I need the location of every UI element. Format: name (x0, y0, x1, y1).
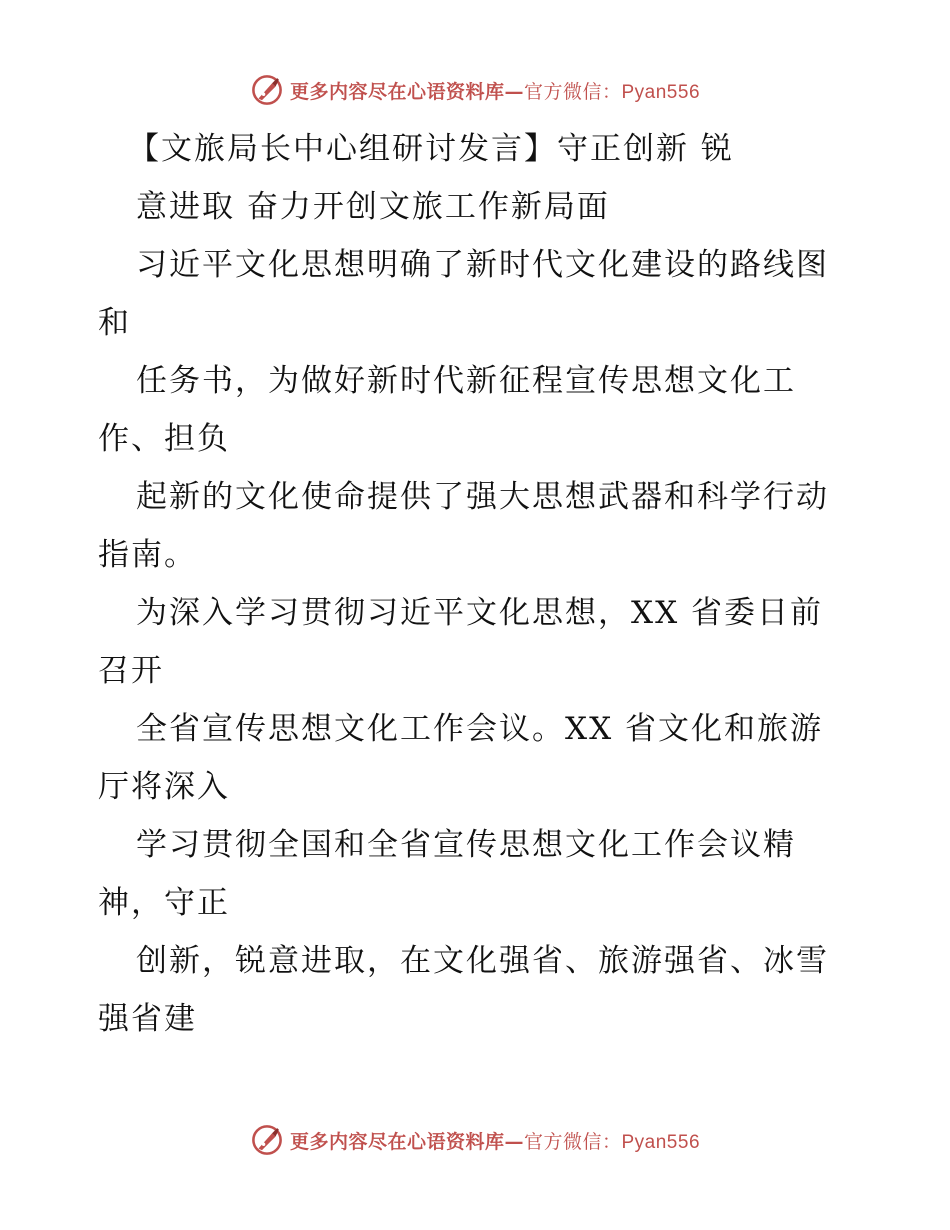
paragraph-line: 全省宣传思想文化工作会议。XX 省文化和旅游 (136, 711, 823, 747)
paragraph-line: 起新的文化使命提供了强大思想武器和科学行动 (136, 479, 829, 515)
paragraph-line: 和 (98, 305, 131, 341)
watermark-text: 更多内容尽在心语资料库—官方微信：Pyan556 (289, 80, 701, 103)
footer-watermark-banner (0, 1122, 950, 1158)
paragraph-line: 为深入学习贯彻习近平文化思想，XX 省委日前 (136, 595, 823, 631)
paragraph-line: 习近平文化思想明确了新时代文化建设的路线图 (136, 247, 829, 283)
paragraph-line: 学习贯彻全国和全省宣传思想文化工作会议精 (136, 827, 796, 863)
paragraph-line: 创新，锐意进取，在文化强省、旅游强省、冰雪 (136, 943, 829, 979)
header-watermark-banner (0, 72, 950, 108)
watermark-text: 更多内容尽在心语资料库—官方微信：Pyan556 (289, 1130, 701, 1153)
title-line-2: 意进取 奋力开创文旅工作新局面 (136, 189, 610, 225)
paragraph-line: 神，守正 (98, 885, 230, 921)
paragraph-line: 厅将深入 (98, 769, 230, 805)
document-body (98, 120, 858, 1048)
pen-nib-logo-icon (250, 73, 284, 107)
pen-nib-logo-icon (250, 1123, 284, 1157)
paragraph-line: 召开 (98, 653, 164, 689)
paragraph-line: 强省建 (98, 1001, 197, 1037)
paragraph-line: 指南。 (98, 537, 197, 573)
paragraph-line: 任务书，为做好新时代新征程宣传思想文化工 (136, 363, 796, 399)
paragraph-line: 作、担负 (98, 421, 230, 457)
title-line-1: 【文旅局长中心组研讨发言】守正创新 锐 (128, 131, 734, 167)
